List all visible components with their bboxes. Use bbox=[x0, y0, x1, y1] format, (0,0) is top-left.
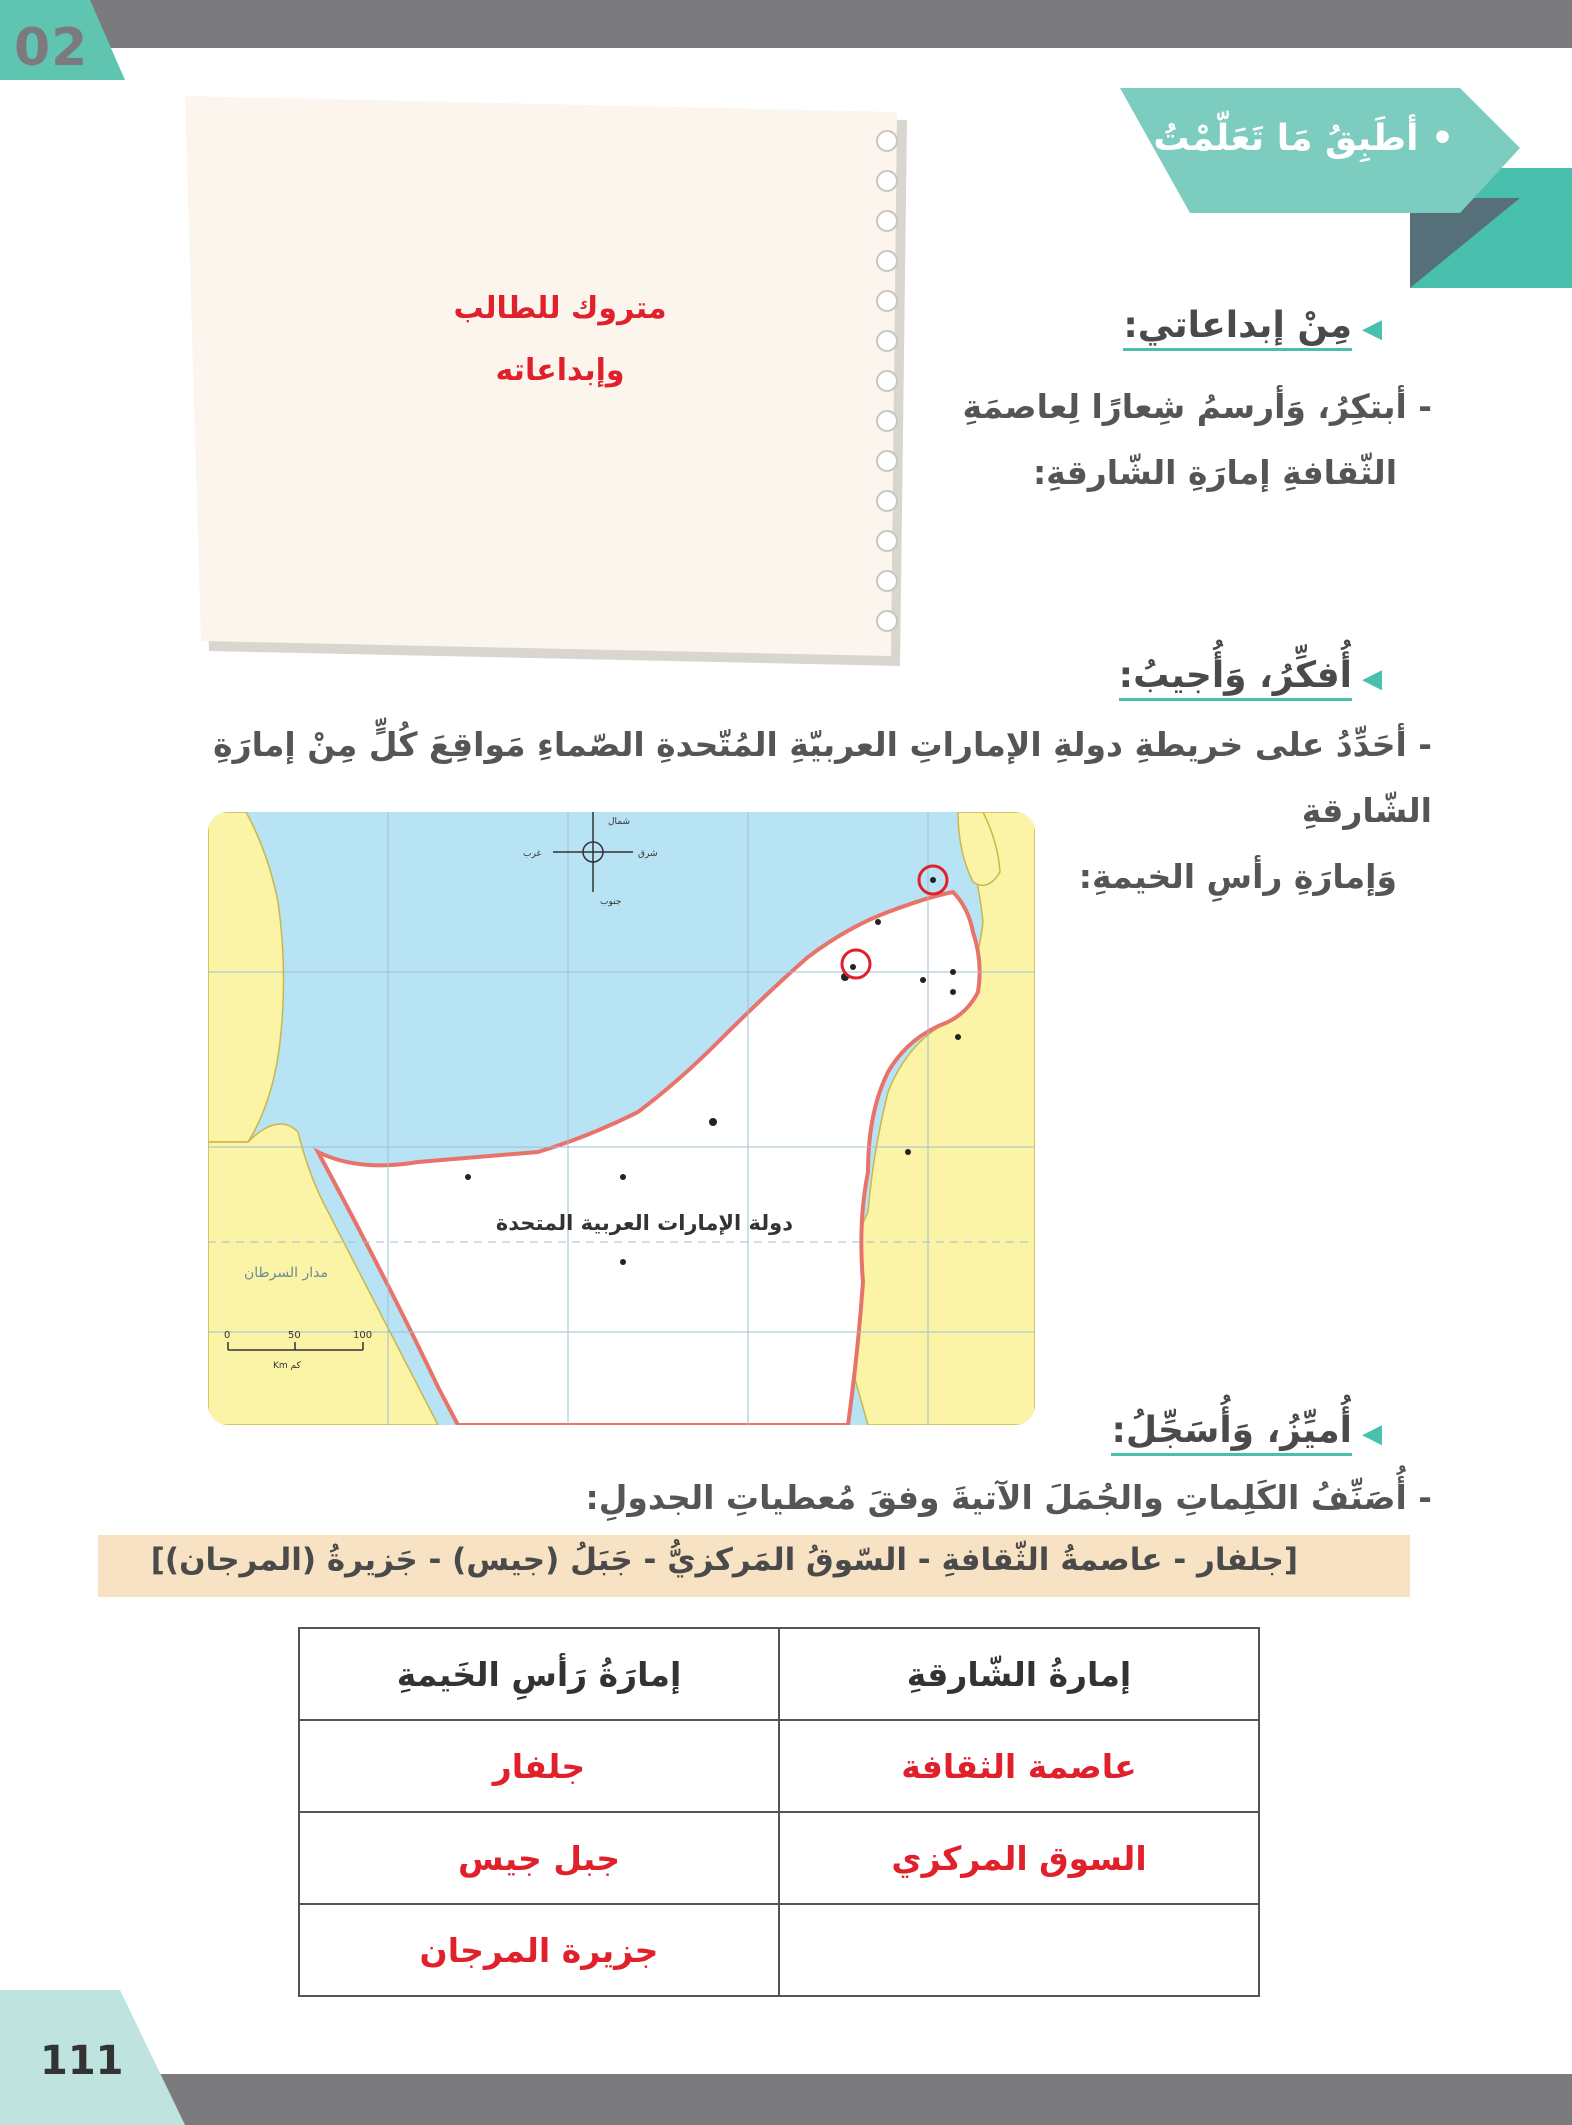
cell-ras-al-khaimah: جزيرة المرجان bbox=[299, 1904, 779, 1996]
think-line-1: - أحَدِّدُ على خريطةِ دولةِ الإماراتِ العربيّةِ المُتّحدةِ الصّماءِ مَواقِعَ كُلٍّ مِنْ إمارَةِ الشّارقةِ bbox=[213, 725, 1432, 830]
creative-text bbox=[792, 374, 1432, 506]
table-header-row bbox=[299, 1628, 1259, 1720]
table-row bbox=[299, 1904, 1259, 1996]
note-line-1: متروك للطالب bbox=[453, 291, 667, 326]
tropic-label: مدار السرطان bbox=[243, 1265, 328, 1281]
creative-heading-text: مِنْ إبداعاتي: bbox=[1123, 305, 1352, 351]
top-bar bbox=[0, 0, 1572, 48]
think-heading-text: أُفكِّرُ، وَأُجيبُ: bbox=[1119, 655, 1352, 701]
creative-line-1: - أبتكِرُ، وَأرسمُ شِعارًا لِعاصمَةِ bbox=[962, 387, 1432, 426]
compass-west: غرب bbox=[523, 849, 542, 859]
cell-sharjah: عاصمة الثقافة bbox=[779, 1720, 1259, 1812]
chapter-number: 02 bbox=[14, 18, 89, 78]
classify-heading bbox=[1111, 1410, 1382, 1451]
compass-south: جنوب bbox=[600, 897, 622, 907]
cell-sharjah: السوق المركزي bbox=[779, 1812, 1259, 1904]
page-number: 111 bbox=[40, 2038, 124, 2084]
scale-tick-50: 50 bbox=[288, 1330, 301, 1341]
scale-tick-0: 0 bbox=[224, 1330, 231, 1341]
triangle-marker-icon: ◀ bbox=[1362, 664, 1382, 694]
scale-unit: Km كم bbox=[273, 1361, 301, 1371]
note-text bbox=[380, 278, 740, 402]
think-heading bbox=[1119, 655, 1382, 696]
bottom-bar bbox=[0, 2074, 1572, 2125]
table-row bbox=[299, 1720, 1259, 1812]
word-strip-text: [جلفار - عاصمةُ الثّقافةِ - السّوقُ المَركزيُّ - جَبَلُ (جيس) - جَزيرةُ (المرجان)] bbox=[150, 1542, 1298, 1578]
table-row bbox=[299, 1812, 1259, 1904]
classification-table bbox=[298, 1627, 1260, 1997]
note-line-2: وإبداعاته bbox=[495, 353, 625, 388]
uae-label: دولة الإمارات العربية المتحدة bbox=[495, 1211, 793, 1235]
header-ras-al-khaimah: إمارَةُ رَأسِ الخَيمةِ bbox=[299, 1628, 779, 1720]
triangle-marker-icon: ◀ bbox=[1362, 314, 1382, 344]
compass-north: شمال bbox=[608, 817, 631, 827]
triangle-marker-icon: ◀ bbox=[1362, 1419, 1382, 1449]
section-title: • أطَبِقُ مَا تَعَلّمْتُ bbox=[1153, 118, 1454, 159]
uae-map bbox=[208, 812, 1035, 1425]
cell-sharjah bbox=[779, 1904, 1259, 1996]
classify-instruction: - أُصَنِّفُ الكَلِماتِ والجُمَلَ الآتيةَ وفقَ مُعطياتِ الجدولِ: bbox=[585, 1478, 1432, 1517]
classify-heading-text: أُميِّزُ، وَأُسَجِّلُ: bbox=[1111, 1410, 1352, 1456]
map-svg bbox=[208, 812, 1035, 1425]
cell-ras-al-khaimah: جلفار bbox=[299, 1720, 779, 1812]
header-sharjah: إمارةُ الشّارقةِ bbox=[779, 1628, 1259, 1720]
cell-ras-al-khaimah: جبل جيس bbox=[299, 1812, 779, 1904]
scale-tick-100: 100 bbox=[353, 1330, 373, 1341]
creative-heading bbox=[1123, 305, 1382, 346]
compass-east: شرق bbox=[638, 849, 658, 859]
think-line-2: وَإمارَةِ رأسِ الخيمةِ: bbox=[1078, 857, 1397, 896]
creative-line-2: الثّقافةِ إمارَةِ الشّارقةِ: bbox=[1032, 453, 1397, 492]
